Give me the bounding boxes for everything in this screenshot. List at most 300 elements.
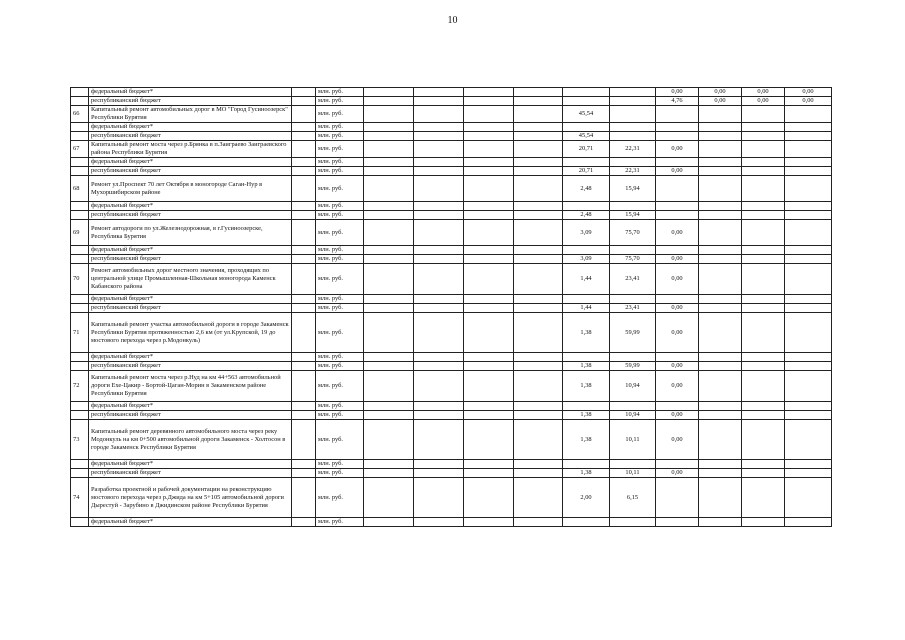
value-cell (742, 469, 785, 478)
value-cell (514, 141, 563, 158)
value-cell (785, 371, 832, 402)
value-cell (514, 313, 563, 353)
unit-cell: млн. руб. (316, 469, 364, 478)
table-row (71, 202, 832, 211)
value-cell: 1,38 (563, 469, 610, 478)
value-cell (785, 246, 832, 255)
value-cell (514, 176, 563, 202)
value-cell (414, 97, 464, 106)
unit-cell: млн. руб. (316, 202, 364, 211)
value-cell (414, 402, 464, 411)
value-cell: 0,00 (785, 97, 832, 106)
value-cell (414, 313, 464, 353)
value-cell (785, 141, 832, 158)
value-cell (514, 478, 563, 518)
value-cell (699, 246, 742, 255)
value-cell (563, 97, 610, 106)
value-cell (364, 97, 414, 106)
value-cell (699, 264, 742, 295)
value-cell (699, 411, 742, 420)
value-cell (364, 353, 414, 362)
value-cell: 75,70 (610, 255, 656, 264)
value-cell (414, 246, 464, 255)
value-cell (742, 255, 785, 264)
value-cell (785, 478, 832, 518)
table-row (71, 518, 832, 527)
row-number-cell (71, 97, 89, 106)
value-cell (414, 132, 464, 141)
value-cell: 0,00 (656, 362, 699, 371)
table-row (71, 402, 832, 411)
empty-cell (292, 402, 316, 411)
empty-cell (292, 518, 316, 527)
value-cell (785, 106, 832, 123)
value-cell (563, 353, 610, 362)
row-number-cell: 71 (71, 313, 89, 353)
value-cell (464, 202, 514, 211)
empty-cell (292, 362, 316, 371)
value-cell (364, 132, 414, 141)
unit-cell: млн. руб. (316, 211, 364, 220)
value-cell (514, 106, 563, 123)
value-cell (785, 362, 832, 371)
value-cell (364, 411, 414, 420)
item-name-cell: Капитальный ремонт моста через р.Нуд на км 44+563 автомобильной дороги Ехе-Цакир - Бортой-Цаган-Морин в Закаменском районе Республики Бурятия (89, 371, 292, 402)
value-cell (742, 264, 785, 295)
value-cell (514, 304, 563, 313)
value-cell: 0,00 (656, 420, 699, 460)
value-cell (464, 411, 514, 420)
value-cell (514, 371, 563, 402)
value-cell: 0,00 (656, 141, 699, 158)
value-cell (785, 167, 832, 176)
item-name-cell: республиканский бюджет (89, 362, 292, 371)
value-cell (742, 246, 785, 255)
value-cell (464, 478, 514, 518)
value-cell (514, 158, 563, 167)
unit-cell: млн. руб. (316, 362, 364, 371)
page-number: 10 (447, 15, 458, 26)
row-number-cell (71, 211, 89, 220)
empty-cell (292, 478, 316, 518)
value-cell (785, 518, 832, 527)
value-cell: 2,48 (563, 211, 610, 220)
value-cell: 0,00 (742, 88, 785, 97)
value-cell (610, 295, 656, 304)
unit-cell: млн. руб. (316, 88, 364, 97)
table-body (71, 88, 832, 527)
value-cell (364, 88, 414, 97)
unit-cell: млн. руб. (316, 123, 364, 132)
row-number-cell (71, 167, 89, 176)
value-cell (364, 158, 414, 167)
value-cell (699, 106, 742, 123)
row-number-cell: 74 (71, 478, 89, 518)
value-cell: 10,11 (610, 420, 656, 460)
value-cell (464, 211, 514, 220)
value-cell (742, 353, 785, 362)
value-cell (464, 295, 514, 304)
value-cell (563, 88, 610, 97)
value-cell (742, 295, 785, 304)
value-cell (699, 141, 742, 158)
value-cell (563, 158, 610, 167)
table-row (71, 106, 832, 123)
value-cell (563, 295, 610, 304)
value-cell (414, 220, 464, 246)
value-cell (364, 167, 414, 176)
value-cell (742, 141, 785, 158)
item-name-cell: федеральный бюджет* (89, 518, 292, 527)
item-name-cell: федеральный бюджет* (89, 202, 292, 211)
row-number-cell (71, 353, 89, 362)
value-cell (414, 158, 464, 167)
empty-cell (292, 167, 316, 176)
value-cell (610, 402, 656, 411)
value-cell: 0,00 (785, 88, 832, 97)
item-name-cell: Ремонт автодороги по ул.Железнодорожная, в г.Гусиноозерске, Республика Бурятия (89, 220, 292, 246)
value-cell (699, 220, 742, 246)
value-cell (699, 167, 742, 176)
value-cell: 23,41 (610, 304, 656, 313)
value-cell (414, 106, 464, 123)
value-cell (699, 478, 742, 518)
value-cell (414, 211, 464, 220)
unit-cell: млн. руб. (316, 176, 364, 202)
value-cell: 4,76 (656, 97, 699, 106)
table-row (71, 141, 832, 158)
unit-cell: млн. руб. (316, 304, 364, 313)
item-name-cell: федеральный бюджет* (89, 353, 292, 362)
value-cell (610, 158, 656, 167)
item-name-cell: Капитальный ремонт деревянного автомобильного моста через реку Модонкуль на км 0+500 автомобильной дороги Закаменск - Холтосон в городе Закаменск Республики Бурятия (89, 420, 292, 460)
empty-cell (292, 123, 316, 132)
value-cell (464, 220, 514, 246)
value-cell (364, 469, 414, 478)
value-cell (699, 176, 742, 202)
unit-cell: млн. руб. (316, 353, 364, 362)
item-name-cell: Капитальный ремонт автомобильных дорог в МО "Город Гусиноозерск" Республики Бурятия (89, 106, 292, 123)
value-cell (742, 158, 785, 167)
value-cell (414, 518, 464, 527)
empty-cell (292, 255, 316, 264)
value-cell: 6,15 (610, 478, 656, 518)
value-cell (514, 167, 563, 176)
value-cell (785, 295, 832, 304)
empty-cell (292, 176, 316, 202)
value-cell (742, 132, 785, 141)
row-number-cell (71, 469, 89, 478)
value-cell (364, 220, 414, 246)
table-row (71, 460, 832, 469)
value-cell: 0,00 (656, 313, 699, 353)
value-cell (514, 469, 563, 478)
value-cell (699, 353, 742, 362)
table-row (71, 158, 832, 167)
item-name-cell: республиканский бюджет (89, 132, 292, 141)
value-cell (742, 478, 785, 518)
value-cell: 15,94 (610, 176, 656, 202)
empty-cell (292, 304, 316, 313)
value-cell (364, 478, 414, 518)
value-cell: 1,38 (563, 362, 610, 371)
value-cell (742, 220, 785, 246)
empty-cell (292, 371, 316, 402)
item-name-cell: федеральный бюджет* (89, 246, 292, 255)
unit-cell: млн. руб. (316, 132, 364, 141)
empty-cell (292, 88, 316, 97)
row-number-cell: 70 (71, 264, 89, 295)
value-cell (785, 211, 832, 220)
table-row (71, 478, 832, 518)
value-cell: 59,99 (610, 313, 656, 353)
value-cell (514, 411, 563, 420)
value-cell (785, 123, 832, 132)
value-cell (656, 246, 699, 255)
row-number-cell (71, 132, 89, 141)
value-cell: 22,31 (610, 141, 656, 158)
value-cell (464, 88, 514, 97)
unit-cell: млн. руб. (316, 264, 364, 295)
value-cell: 45,54 (563, 132, 610, 141)
value-cell: 0,00 (656, 220, 699, 246)
value-cell (785, 402, 832, 411)
value-cell (785, 411, 832, 420)
empty-cell (292, 313, 316, 353)
empty-cell (292, 353, 316, 362)
value-cell (742, 106, 785, 123)
value-cell (785, 176, 832, 202)
value-cell (514, 220, 563, 246)
value-cell (514, 402, 563, 411)
value-cell (364, 295, 414, 304)
value-cell: 20,71 (563, 167, 610, 176)
value-cell (785, 264, 832, 295)
row-number-cell: 73 (71, 420, 89, 460)
value-cell (514, 353, 563, 362)
table-row (71, 353, 832, 362)
row-number-cell (71, 202, 89, 211)
unit-cell: млн. руб. (316, 167, 364, 176)
value-cell (610, 88, 656, 97)
value-cell (464, 518, 514, 527)
value-cell (742, 176, 785, 202)
value-cell (414, 255, 464, 264)
value-cell (656, 402, 699, 411)
item-name-cell: федеральный бюджет* (89, 402, 292, 411)
value-cell (699, 211, 742, 220)
row-number-cell: 69 (71, 220, 89, 246)
item-name-cell: республиканский бюджет (89, 167, 292, 176)
value-cell: 1,38 (563, 420, 610, 460)
value-cell (464, 176, 514, 202)
table-row (71, 362, 832, 371)
item-name-cell: республиканский бюджет (89, 255, 292, 264)
value-cell (514, 518, 563, 527)
table-row (71, 264, 832, 295)
empty-cell (292, 469, 316, 478)
value-cell: 1,44 (563, 304, 610, 313)
value-cell (464, 123, 514, 132)
value-cell: 1,38 (563, 313, 610, 353)
unit-cell: млн. руб. (316, 420, 364, 460)
value-cell (464, 264, 514, 295)
value-cell: 0,00 (656, 304, 699, 313)
value-cell: 59,99 (610, 362, 656, 371)
value-cell (414, 202, 464, 211)
unit-cell: млн. руб. (316, 295, 364, 304)
unit-cell: млн. руб. (316, 460, 364, 469)
value-cell (414, 264, 464, 295)
value-cell (656, 106, 699, 123)
value-cell (656, 132, 699, 141)
empty-cell (292, 141, 316, 158)
value-cell (610, 518, 656, 527)
value-cell (514, 246, 563, 255)
table-row (71, 123, 832, 132)
value-cell (464, 420, 514, 460)
value-cell (464, 362, 514, 371)
value-cell (364, 202, 414, 211)
value-cell (785, 313, 832, 353)
value-cell (610, 132, 656, 141)
value-cell: 0,00 (656, 167, 699, 176)
value-cell (464, 97, 514, 106)
item-name-cell: Капитальный ремонт моста через р.Брянка в п.Заиграево Заиграевского района Республики Бурятия (89, 141, 292, 158)
value-cell (563, 518, 610, 527)
value-cell (414, 141, 464, 158)
value-cell (364, 402, 414, 411)
value-cell (785, 202, 832, 211)
value-cell (464, 158, 514, 167)
table-row (71, 295, 832, 304)
table-row (71, 304, 832, 313)
value-cell: 1,38 (563, 411, 610, 420)
value-cell (785, 353, 832, 362)
value-cell (742, 371, 785, 402)
item-name-cell: Капитальный ремонт участка автомобильной дороги в городе Закаменск Республики Бурятия протяженностью 2,6 км (от ул.Крупской, 19 до мостового перехода через р.Модонкуль) (89, 313, 292, 353)
value-cell (464, 255, 514, 264)
value-cell (364, 304, 414, 313)
value-cell (742, 420, 785, 460)
value-cell (656, 518, 699, 527)
value-cell (656, 295, 699, 304)
value-cell (699, 518, 742, 527)
empty-cell (292, 220, 316, 246)
value-cell (364, 123, 414, 132)
value-cell (414, 304, 464, 313)
empty-cell (292, 202, 316, 211)
table-row (71, 469, 832, 478)
value-cell (785, 220, 832, 246)
value-cell: 0,00 (656, 469, 699, 478)
value-cell (656, 211, 699, 220)
value-cell (364, 141, 414, 158)
unit-cell: млн. руб. (316, 141, 364, 158)
value-cell (514, 202, 563, 211)
empty-cell (292, 106, 316, 123)
value-cell (514, 264, 563, 295)
unit-cell: млн. руб. (316, 97, 364, 106)
value-cell: 1,44 (563, 264, 610, 295)
value-cell: 10,94 (610, 411, 656, 420)
table-row (71, 411, 832, 420)
value-cell (563, 123, 610, 132)
value-cell (699, 402, 742, 411)
value-cell (364, 313, 414, 353)
unit-cell: млн. руб. (316, 518, 364, 527)
value-cell (785, 460, 832, 469)
row-number-cell: 72 (71, 371, 89, 402)
value-cell (414, 176, 464, 202)
item-name-cell: федеральный бюджет* (89, 123, 292, 132)
row-number-cell (71, 88, 89, 97)
value-cell (610, 106, 656, 123)
value-cell (742, 202, 785, 211)
unit-cell: млн. руб. (316, 220, 364, 246)
value-cell (699, 158, 742, 167)
value-cell: 15,94 (610, 211, 656, 220)
unit-cell: млн. руб. (316, 158, 364, 167)
value-cell (742, 313, 785, 353)
unit-cell: млн. руб. (316, 246, 364, 255)
value-cell (699, 371, 742, 402)
value-cell (610, 246, 656, 255)
value-cell (364, 246, 414, 255)
value-cell (742, 362, 785, 371)
value-cell (699, 202, 742, 211)
value-cell (514, 88, 563, 97)
value-cell (610, 202, 656, 211)
value-cell (464, 469, 514, 478)
value-cell: 0,00 (656, 371, 699, 402)
value-cell (364, 371, 414, 402)
empty-cell (292, 158, 316, 167)
item-name-cell: республиканский бюджет (89, 97, 292, 106)
value-cell (785, 304, 832, 313)
item-name-cell: Ремонт автомобильных дорог местного значения, проходящих по центральной улице Промышленная-Школьная моногорода Каменск Кабанского района (89, 264, 292, 295)
value-cell: 22,31 (610, 167, 656, 176)
value-cell (364, 211, 414, 220)
value-cell (563, 246, 610, 255)
row-number-cell (71, 304, 89, 313)
value-cell: 10,11 (610, 469, 656, 478)
value-cell (610, 97, 656, 106)
table-row (71, 371, 832, 402)
empty-cell (292, 97, 316, 106)
value-cell (364, 460, 414, 469)
value-cell (699, 362, 742, 371)
row-number-cell: 66 (71, 106, 89, 123)
row-number-cell (71, 255, 89, 264)
table-row (71, 167, 832, 176)
value-cell (414, 362, 464, 371)
value-cell (514, 123, 563, 132)
value-cell (414, 353, 464, 362)
value-cell: 20,71 (563, 141, 610, 158)
table-row (71, 420, 832, 460)
value-cell (414, 411, 464, 420)
value-cell (414, 295, 464, 304)
item-name-cell: Разработка проектной и рабочей документации на реконструкцию мостового перехода через р.Джида на км 5+105 автомобильной дороги Дырестуй - Зарубино в Джидинском районе Республики Бурятия (89, 478, 292, 518)
value-cell (514, 132, 563, 141)
value-cell (610, 123, 656, 132)
row-number-cell (71, 402, 89, 411)
empty-cell (292, 295, 316, 304)
value-cell (699, 304, 742, 313)
value-cell (742, 211, 785, 220)
value-cell: 0,00 (656, 264, 699, 295)
